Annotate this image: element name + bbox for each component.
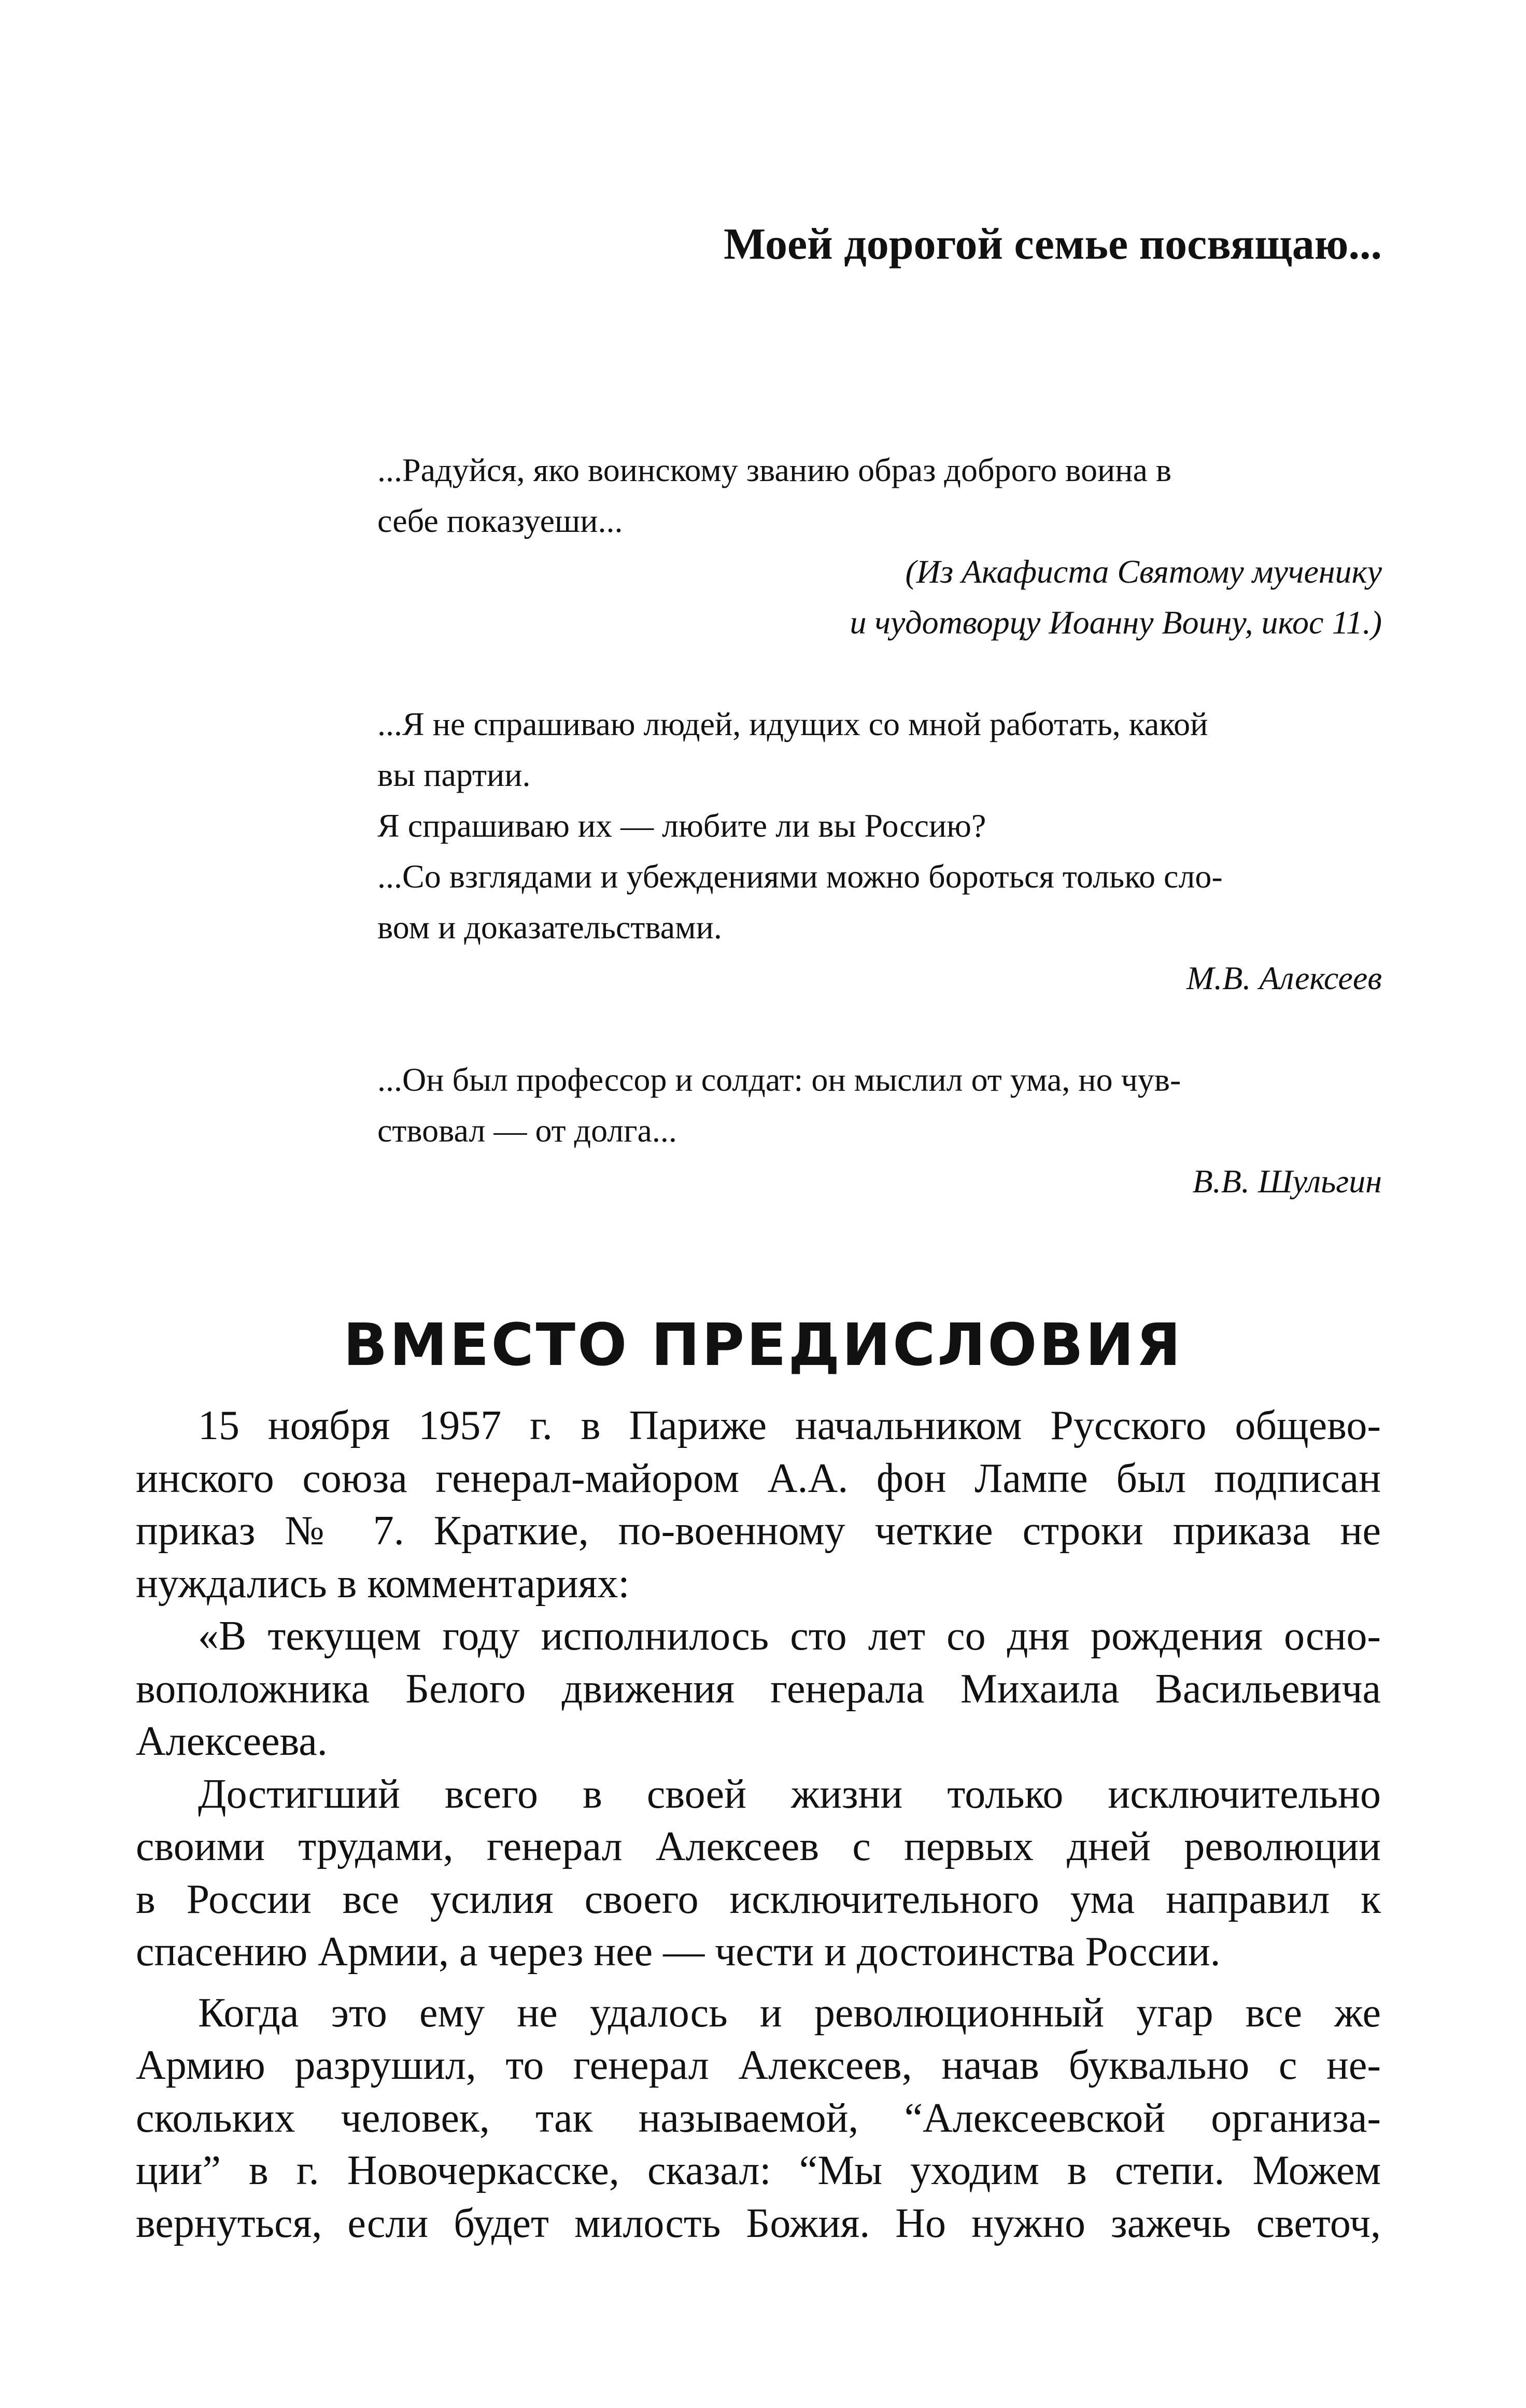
epigraph-line: ...Радуйся, яко воинскому званию образ доброго воина в <box>377 452 1172 488</box>
text-line: спасению Армии, а через нее — чести и достоинства России. <box>136 1929 1221 1975</box>
text-line: Когда это ему не удалось и революционный угар все же <box>198 1990 1381 2036</box>
epigraph-line: ...Он был профессор и солдат: он мыслил от ума, но чув- <box>377 1061 1181 1098</box>
paragraph-gap <box>136 1979 1381 1987</box>
epigraph-attribution: В.В. Шульгин <box>1192 1163 1382 1200</box>
text-line: скольких человек, так называемой, “Алексеевской организа- <box>136 2095 1381 2141</box>
epigraph-attribution: и чудотворцу Иоанну Воину, икос 11.) <box>850 604 1382 641</box>
paragraph <box>136 1610 1381 1768</box>
text-line: вернуться, если будет милость Божия. Но нужно зажечь светоч, <box>136 2200 1381 2246</box>
epigraph-shulgin <box>377 1054 1382 1207</box>
text-line: приказ № 7. Краткие, по-военному четкие строки приказа не <box>136 1508 1381 1554</box>
text-line: своими трудами, генерал Алексеев с первых дней революции <box>136 1824 1381 1869</box>
text-line: 15 ноября 1957 г. в Париже начальником Русского общево- <box>198 1403 1381 1448</box>
section-heading: ВМЕСТО ПРЕДИСЛОВИЯ <box>343 1312 1183 1379</box>
text-line: в России все усилия своего исключительного ума направил к <box>136 1876 1381 1922</box>
text-line: нуждались в комментариях: <box>136 1560 630 1607</box>
epigraphs <box>377 445 1382 1258</box>
text-line: Достигший всего в своей жизни только исключительно <box>198 1771 1381 1817</box>
text-line: «В текущем году исполнилось сто лет со дня рождения осно- <box>198 1613 1381 1659</box>
epigraph-alekseev <box>377 699 1382 1004</box>
dedication: Моей дорогой семье посвящаю... <box>723 219 1382 269</box>
paragraph <box>136 1768 1381 1979</box>
epigraph-attribution: М.В. Алексеев <box>1186 960 1382 996</box>
epigraph-line: Я спрашиваю их — любите ли вы Россию? <box>377 807 986 844</box>
text-line: инского союза генерал-майором А.А. фон Лампе был подписан <box>136 1455 1381 1501</box>
epigraph-line: ствовал — от долга... <box>377 1112 677 1149</box>
text-line: Алексеева. <box>136 1719 328 1764</box>
epigraph-akathist <box>377 445 1382 648</box>
body-text <box>136 1400 1381 2250</box>
paragraph <box>136 1400 1381 1610</box>
text-line: ции” в г. Новочеркасске, сказал: “Мы уходим в степи. Можем <box>136 2148 1381 2193</box>
epigraph-line: себе показуеши... <box>377 502 623 539</box>
epigraph-attribution: (Из Акафиста Святому мученику <box>905 553 1382 590</box>
epigraph-line: ...Я не спрашиваю людей, идущих со мной работать, какой <box>377 706 1208 742</box>
epigraph-line: вы партии. <box>377 756 531 793</box>
paragraph <box>136 1987 1381 2250</box>
epigraph-line: вом и доказательствами. <box>377 909 722 946</box>
text-line: воположника Белого движения генерала Михаила Васильевича <box>136 1666 1381 1712</box>
text-line: Армию разрушил, то генерал Алексеев, начав буквально с не- <box>136 2043 1381 2088</box>
epigraph-line: ...Со взглядами и убеждениями можно бороться только сло- <box>377 858 1223 895</box>
